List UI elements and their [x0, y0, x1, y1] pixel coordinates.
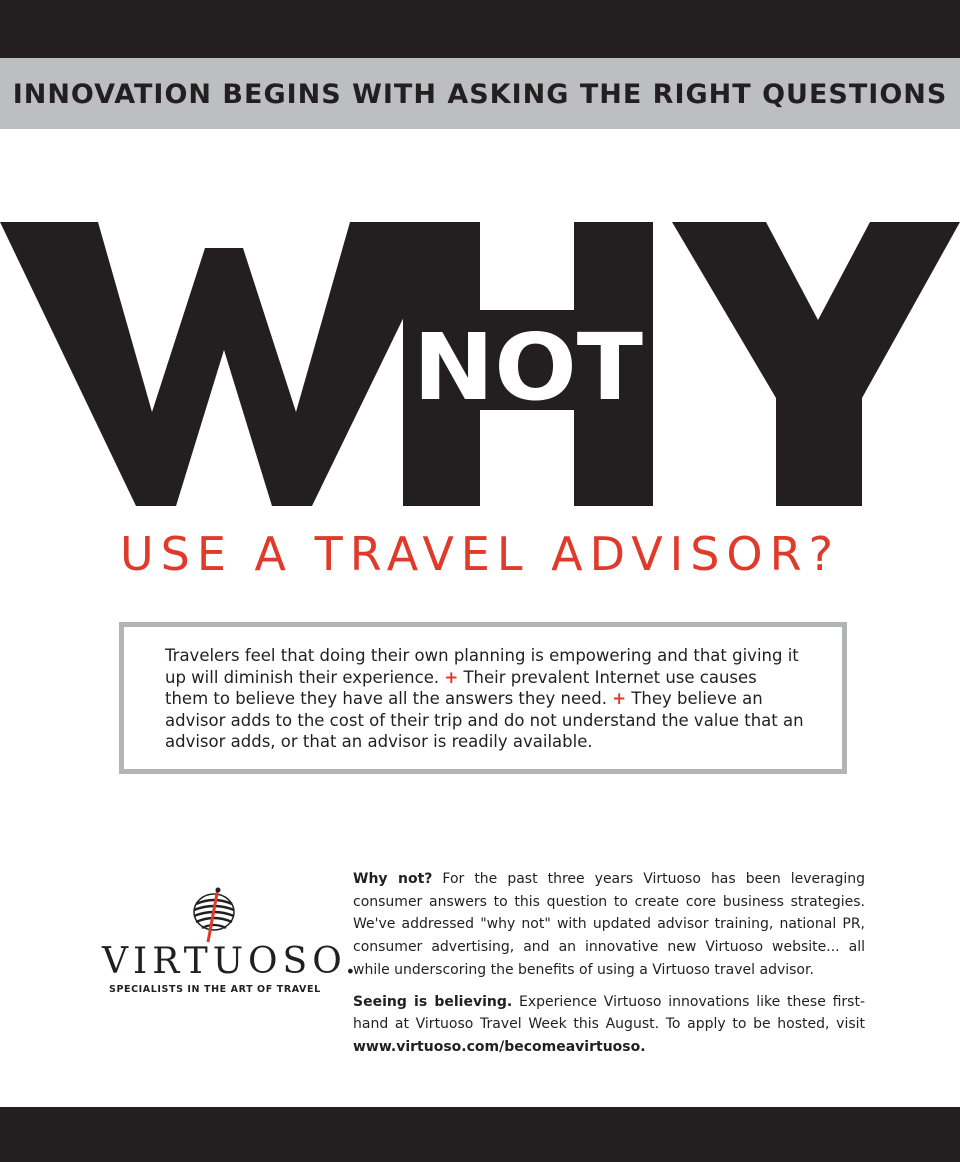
body-seeing: Experience Virtuoso innovations like these first-hand at Virtuoso Travel Week this August. To apply to be hosted, visit — [353, 993, 865, 1033]
website-link[interactable]: www.virtuoso.com/becomeavirtuoso. — [353, 1038, 646, 1055]
reason-2: Their prevalent Internet use causes them to believe they have all the answers they need. — [165, 667, 757, 708]
plus-separator-1: + — [444, 667, 459, 687]
paragraph-why-not — [353, 868, 865, 982]
headline-why-not — [0, 218, 960, 510]
globe-logo-icon — [188, 884, 240, 946]
virtuoso-logo — [100, 880, 362, 1000]
not-word: NOT — [413, 314, 644, 421]
top-black-bar — [0, 0, 960, 58]
paragraph-seeing — [353, 991, 865, 1059]
brand-tagline: SPECIALISTS IN THE ART OF TRAVEL — [109, 984, 321, 995]
header-banner — [0, 58, 960, 129]
body-copy — [353, 868, 865, 1068]
brand-name: VIRTUOSO. — [102, 941, 362, 982]
reasons-text — [165, 645, 805, 753]
lead-seeing: Seeing is believing. — [353, 993, 513, 1010]
reason-3: They believe an advisor adds to the cost of their trip and do not understand the value that an advisor adds, or that an advisor is readily available. — [165, 689, 804, 751]
reasons-box — [119, 622, 847, 774]
headline-subtitle: USE A TRAVEL ADVISOR? — [119, 527, 841, 581]
banner-title: INNOVATION BEGINS WITH ASKING THE RIGHT QUESTIONS — [12, 79, 948, 110]
bottom-black-bar — [0, 1107, 960, 1162]
lead-why-not: Why not? — [353, 871, 433, 887]
letter-w — [0, 222, 450, 506]
body-why-not: For the past three years Virtuoso has been leveraging consumer answers to this question to create core business strategies. We've addressed "why not" with updated advisor training, national PR, consumer advertising, and an innovative new Virtuoso website... all while underscoring the benefits of using a Virtuoso travel advisor. — [353, 871, 865, 978]
plus-separator-2: + — [612, 689, 627, 708]
reason-1: Travelers feel that doing their own planning is empowering and that giving it up will diminish their experience. — [165, 646, 799, 687]
letter-y — [672, 222, 960, 506]
